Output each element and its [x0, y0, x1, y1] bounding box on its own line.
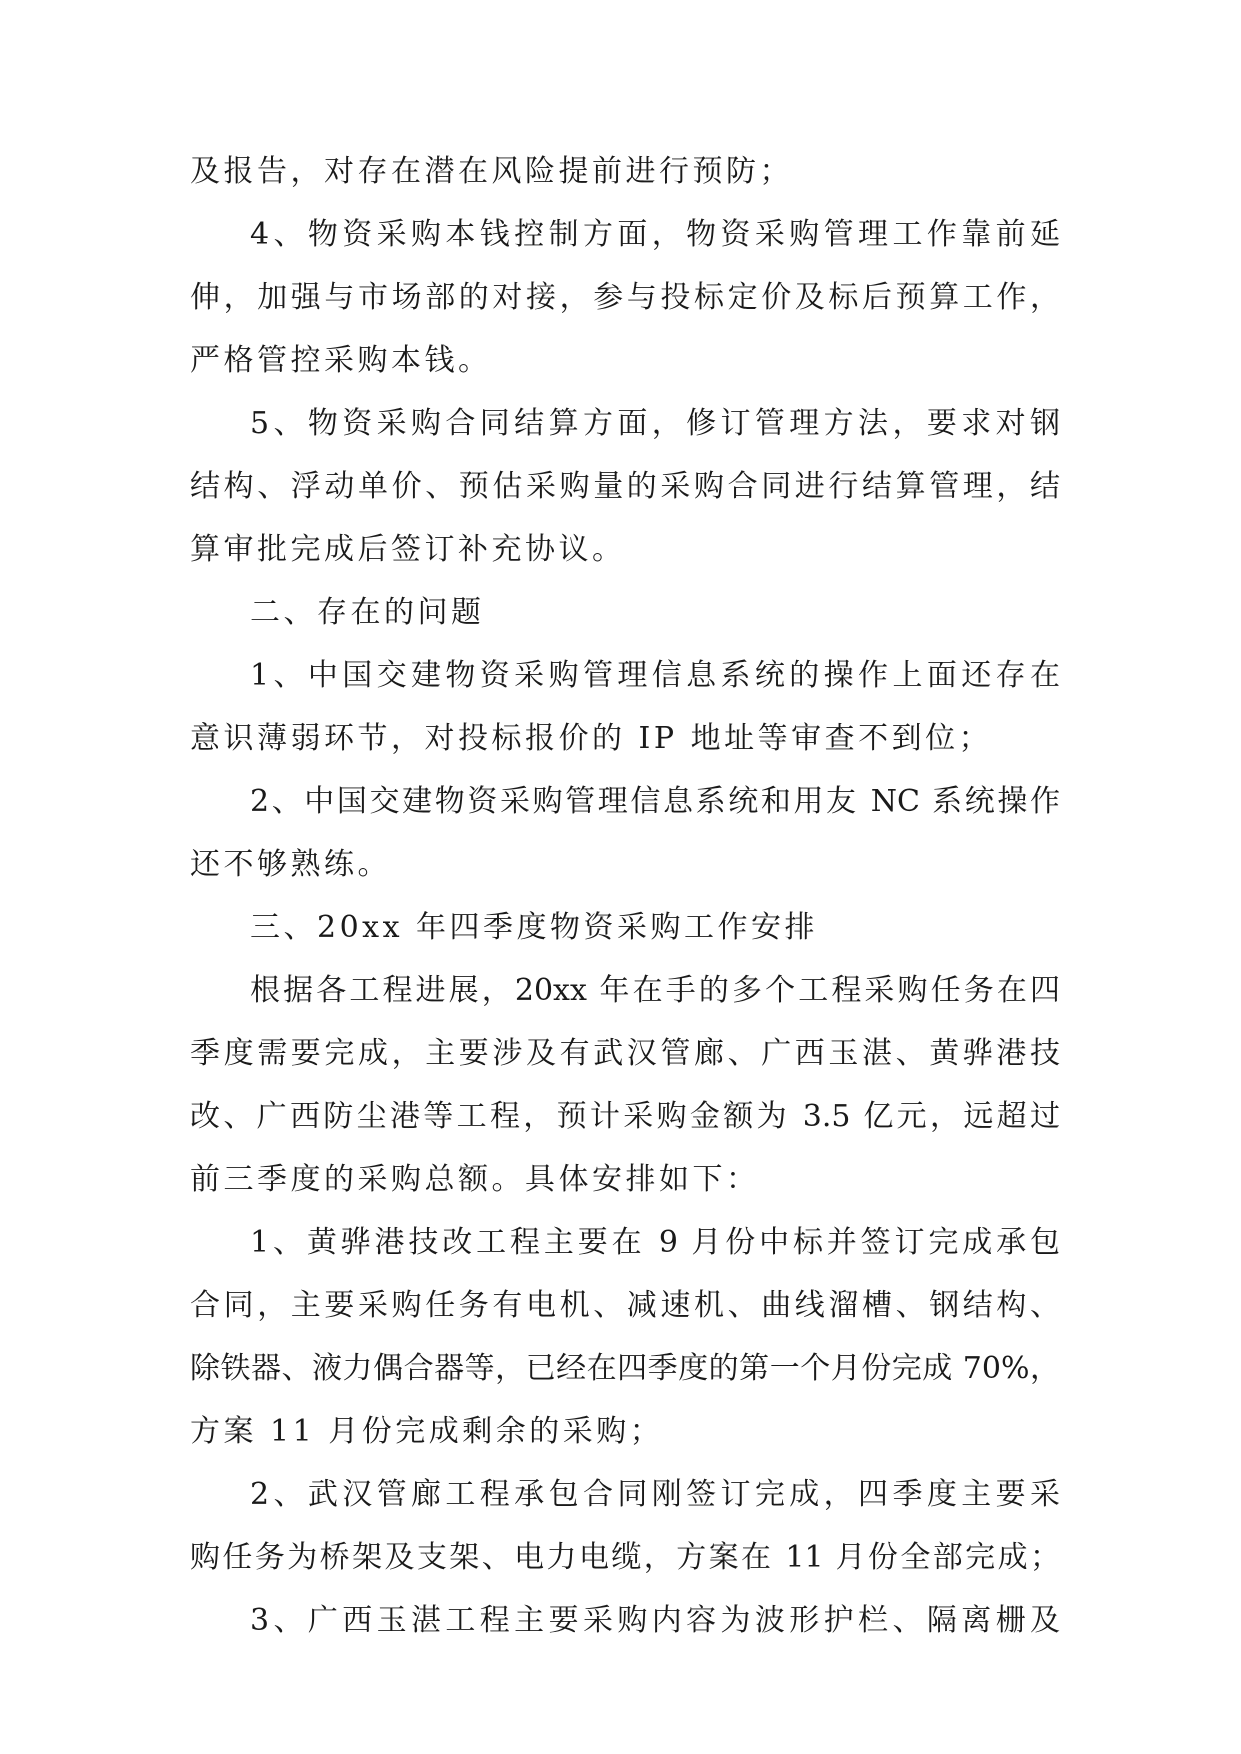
text-line: 还不够熟练。: [190, 847, 391, 882]
text-line: 季度需要完成，主要涉及有武汉管廊、广西玉湛、黄骅港技: [190, 1036, 1060, 1071]
text-line: 意识薄弱环节，对投标报价的 IP 地址等审查不到位；: [190, 721, 993, 756]
text-line: 3、广西玉湛工程主要采购内容为波形护栏、隔离栅及: [250, 1603, 1060, 1638]
text-line: 结构、浮动单价、预估采购量的采购合同进行结算管理，结: [190, 469, 1060, 504]
text-line: 4、物资采购本钱控制方面，物资采购管理工作靠前延: [250, 217, 1060, 252]
text-line: 2、中国交建物资采购管理信息系统和用友 NC 系统操作: [250, 784, 1060, 819]
text-line: 合同，主要采购任务有电机、减速机、曲线溜槽、钢结构、: [190, 1288, 1060, 1323]
text-line: 伸，加强与市场部的对接，参与投标定价及标后预算工作，: [190, 280, 1060, 315]
text-line: 根据各工程进展，20xx 年在手的多个工程采购任务在四: [250, 973, 1060, 1008]
text-line: 除铁器、液力偶合器等，已经在四季度的第一个月份完成 70%，: [190, 1351, 1060, 1386]
text-line: 1、黄骅港技改工程主要在 9 月份中标并签订完成承包: [250, 1225, 1060, 1260]
section-heading: 三、20xx 年四季度物资采购工作安排: [250, 910, 819, 945]
text-line: 1、中国交建物资采购管理信息系统的操作上面还存在: [250, 658, 1060, 693]
text-line: 方案 11 月份完成剩余的采购；: [190, 1414, 664, 1449]
text-line: 购任务为桥架及支架、电力电缆，方案在 11 月份全部完成；: [190, 1540, 1060, 1575]
text-line: 改、广西防尘港等工程，预计采购金额为 3.5 亿元，远超过: [190, 1099, 1060, 1134]
text-line: 算审批完成后签订补充协议。: [190, 532, 626, 567]
text-line: 前三季度的采购总额。具体安排如下：: [190, 1162, 760, 1197]
text-line: 5、物资采购合同结算方面，修订管理方法，要求对钢: [250, 406, 1060, 441]
section-heading: 二、存在的问题: [250, 595, 485, 630]
text-line: 及报告，对存在潜在风险提前进行预防；: [190, 154, 793, 189]
text-line: 严格管控采购本钱。: [190, 343, 492, 378]
text-line: 2、武汉管廊工程承包合同刚签订完成，四季度主要采: [250, 1477, 1060, 1512]
